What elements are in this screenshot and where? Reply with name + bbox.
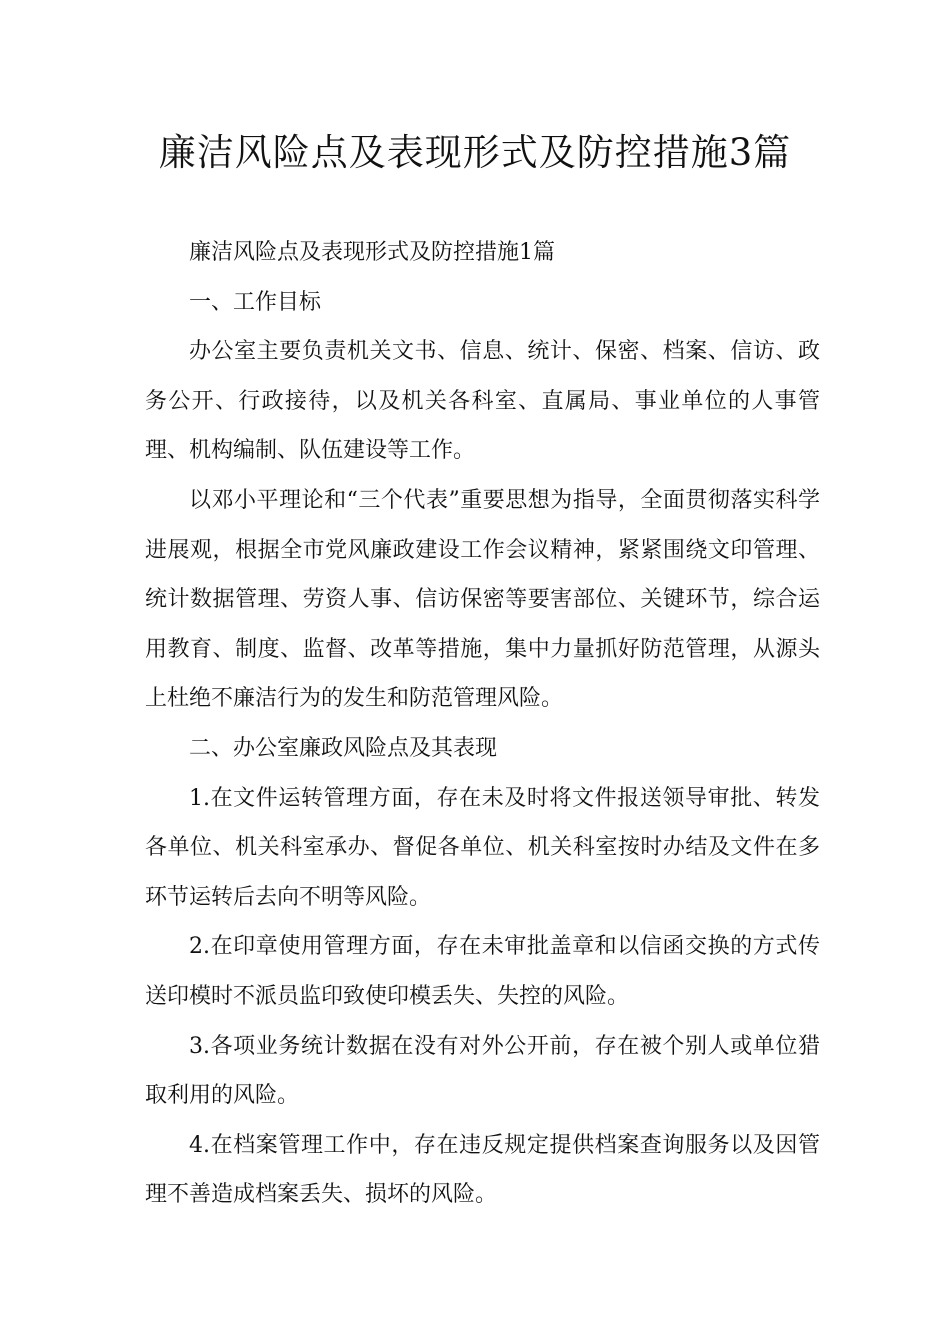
risk-item-3: 3.各项业务统计数据在没有对外公开前，存在被个别人或单位猎取利用的风险。 bbox=[145, 1033, 820, 1109]
document-body bbox=[145, 228, 820, 1220]
risk-item-2: 2.在印章使用管理方面，存在未审批盖章和以信函交换的方式传送印模时不派员监印致使印模丢失、失控的风险。 bbox=[145, 934, 820, 1009]
risk-item-4: 4.在档案管理工作中，存在违反规定提供档案查询服务以及因管理不善造成档案丢失、损坏的风险。 bbox=[145, 1132, 820, 1208]
document-title: 廉洁风险点及表现形式及防控措施3篇 bbox=[158, 131, 792, 174]
section-heading-goals: 一、工作目标 bbox=[189, 289, 322, 315]
risk-item-1: 1.在文件运转管理方面，存在未及时将文件报送领导审批、转发各单位、机关科室承办、督促各单位、机关科室按时办结及文件在多环节运转后去向不明等风险。 bbox=[145, 785, 820, 910]
paragraph-office-duties: 办公室主要负责机关文书、信息、统计、保密、档案、信访、政务公开、行政接待，以及机关各科室、直属局、事业单位的人事管理、机构编制、队伍建设等工作。 bbox=[145, 339, 820, 464]
section-heading-risk-points: 二、办公室廉政风险点及其表现 bbox=[189, 735, 498, 761]
subtitle-paragraph: 廉洁风险点及表现形式及防控措施1篇 bbox=[189, 240, 555, 265]
paragraph-guiding-principle: 以邓小平理论和“三个代表”重要思想为指导，全面贯彻落实科学进展观，根据全市党风廉政建设工作会议精神，紧紧围绕文印管理、统计数据管理、劳资人事、信访保密等要害部位、关键环节，综合运用教育、制度、监督、改革等措施，集中力量抓好防范管理，从源头上杜绝不廉洁行为的发生和防范管理风险。 bbox=[145, 487, 820, 712]
